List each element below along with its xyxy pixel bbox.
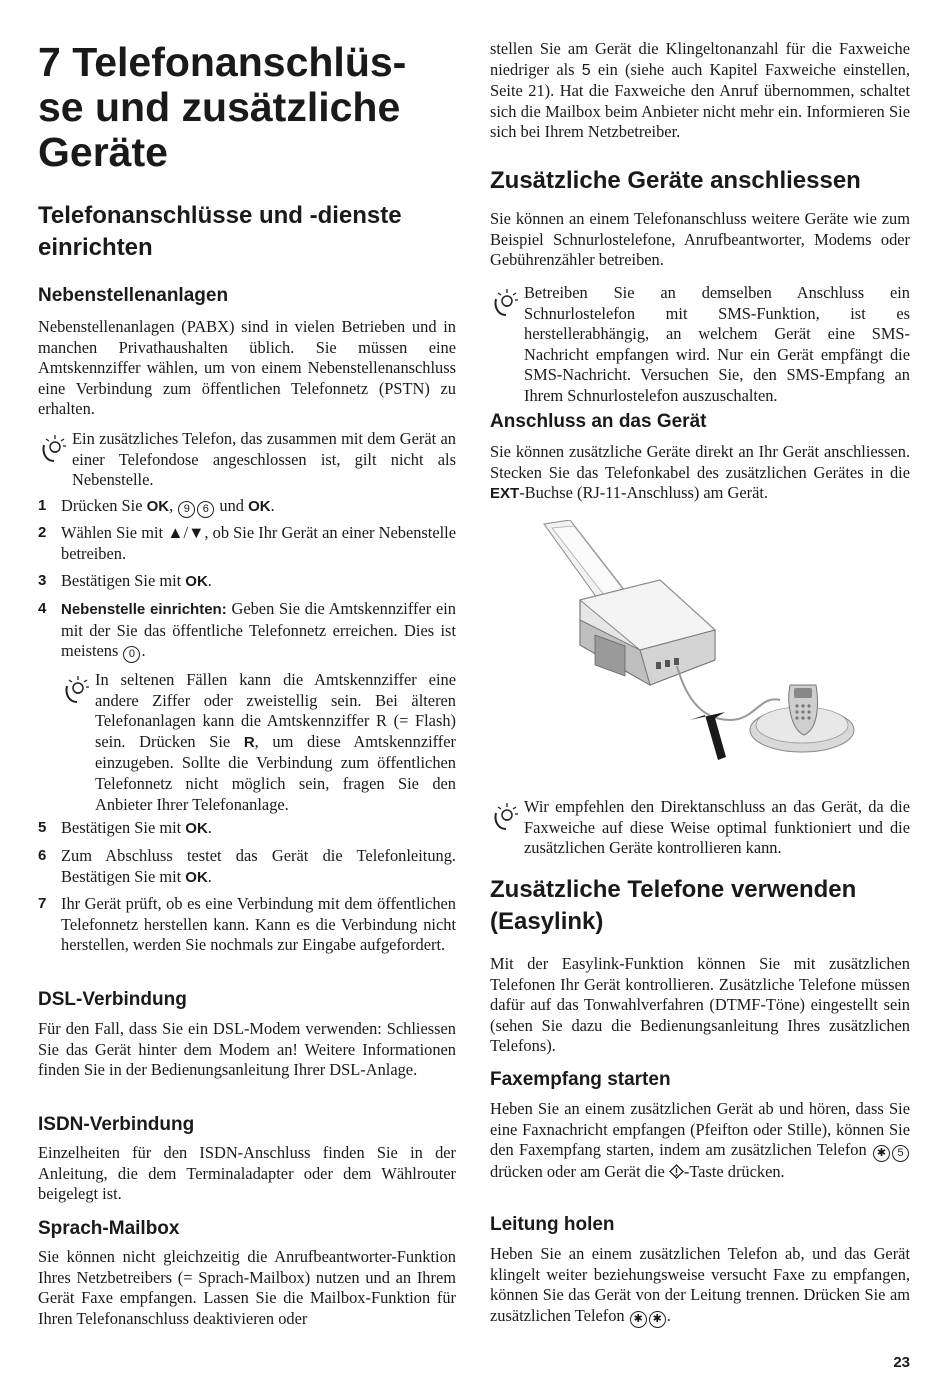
step-number: 1	[38, 497, 47, 514]
tip-lightbulb-icon	[490, 799, 524, 833]
paragraph-zusaetzliche-geraete: Sie können an einem Telefonanschluss weitere Geräte wie zum Beispiel Schnurlostelefone, Anrufbeantworter, Modems oder Gebührenzähler betreiben.	[490, 209, 910, 270]
step-4	[38, 599, 456, 663]
section-heading-zusaetzliche-geraete: Zusätzliche Geräte anschliessen	[490, 167, 861, 194]
step-5	[38, 818, 456, 840]
paragraph-easylink: Mit der Easylink-Funktion können Sie mit zusätzlichen Telefonen Ihr Gerät kontrollieren. Zusätzliche Telefone müssen dafür auf das Tonwahlverfahren (DTMF-Töne) eingestellt sein (sehen Sie dazu die Bedienungsanleitung Ihres zusätzlichen Telefons).	[490, 954, 910, 1056]
paragraph-sprach-mailbox: Sie können nicht gleichzeitig die Anrufbeantworter-Funktion Ihres Netzbetreibers (= Sprach-Mailbox) nutzen und an Ihrem Gerät Faxe empfangen. Lassen Sie die Mailbox-Funktion für Ihren Telefonanschluss deaktivieren oder	[38, 1247, 456, 1328]
key-5-icon: 5	[892, 1145, 909, 1162]
ok-key-label: OK	[146, 498, 170, 515]
key-9-icon: 9	[178, 501, 195, 518]
chapter-title-line-1: 7 Telefonanschlüs-	[38, 39, 407, 85]
r-key-label: R	[243, 733, 255, 751]
step-number: 4	[38, 600, 47, 617]
paragraph-isdn: Einzelheiten für den ISDN-Anschluss finden Sie in der Anleitung, die dem Terminaladapter oder dem Wählrouter beigelegt ist.	[38, 1143, 456, 1204]
step-7	[38, 894, 456, 956]
step-text: Ihr Gerät prüft, ob es eine Verbindung mit dem öffentlichen Telefonnetz herstellen kann. Kann es die Verbindung nicht herstellen, werden Sie nochmals zur Eingabe aufgefordert.	[61, 894, 456, 955]
step-heading: Nebenstelle einrichten:	[61, 601, 227, 618]
ok-key-label: OK	[185, 573, 208, 590]
step-number: 5	[38, 819, 47, 836]
subheading-nebenstellenanlagen: Nebenstellenanlagen	[38, 285, 229, 306]
note-text: Betreiben Sie an demselben Anschluss ein Schnurlostelefon mit SMS-Funktion, ist es herstellerabhängig, an welchem Gerät eine SMS-Nachricht empfangen wird. Nur ein Gerät empfängt die SMS-Nachricht. Versuchen Sie, den SMS-Empfang an Ihrem Schnurlostelefon auszuschalten.	[524, 283, 910, 405]
subheading-anschluss: Anschluss an das Gerät	[490, 411, 707, 432]
section-heading-easylink: Zusätzliche Telefone verwenden (Easylink)	[490, 876, 857, 935]
paragraph-mailbox-continued: stellen Sie am Gerät die Klingeltonanzahl für die Faxweiche niedriger als 5 ein (siehe auch Kapitel Faxweiche einstellen, Seite 21). Hat die Faxweiche den Anruf übernommen, schaltet sich die Mailbox beim Anbieter nicht mehr ein. Informieren Sie sich bei Ihrem Netzbetreiber.	[490, 39, 910, 142]
note-direktanschluss	[490, 797, 910, 859]
ok-key-label: OK	[185, 820, 208, 837]
step-6	[38, 846, 456, 888]
step-text: Nebenstelle einrichten: Geben Sie die Amtskennziffer ein mit der Sie das öffentliche Telefonnetz erreichen. Dies ist meistens 0 .	[61, 599, 456, 663]
page-number: 23	[893, 1354, 910, 1371]
ring-count-digit: 5	[581, 61, 591, 79]
subheading-dsl: DSL-Verbindung	[38, 989, 187, 1010]
tip-lightbulb-icon	[61, 672, 95, 706]
note-amtskennziffer	[61, 670, 456, 815]
step-2	[38, 523, 456, 564]
note-sms-funktion	[490, 283, 910, 407]
ext-key-label: EXT	[490, 485, 520, 503]
note-zusaetzliches-telefon	[38, 429, 456, 491]
paragraph-nebenstellenanlagen: Nebenstellenanlagen (PABX) sind in vielen Betrieben und in manchen Privathaushalten üblich. Sie müssen eine Amtskennziffer wählen, um von einem Nebenstellenanschluss eine Verbindung zum öffentlichen Telefonnetz (PSTN) zu erhalten.	[38, 317, 456, 419]
step-1	[38, 496, 456, 518]
key-0-icon: 0	[123, 646, 140, 663]
step-text: Wählen Sie mit ▲/▼, ob Sie Ihr Gerät an einer Nebenstelle betreiben.	[61, 523, 456, 563]
paragraph-dsl: Für den Fall, dass Sie ein DSL-Modem verwenden: Schliessen Sie das Gerät hinter dem Modem an! Weitere Informationen finden Sie in der Bedienungsanleitung Ihrer DSL-Anlage.	[38, 1019, 456, 1080]
ok-key-label: OK	[185, 868, 208, 886]
note-text: Wir empfehlen den Direktanschluss an das Gerät, da die Faxweiche auf diese Weise optimal funktioniert und die zusätzlichen Geräte kontrollieren kann.	[524, 797, 910, 858]
note-text: In seltenen Fällen kann die Amtskennziffer eine andere Ziffer oder zweistellig sein. Bei älteren Telefonanlagen kann die Amtskennziffer R (= Flash) sein. Drücken Sie R, um diese Amtskennziffer einzugeben. Sollte die Verbindung zum öffentlichen Telefonnetz nicht möglich sein, fragen Sie den Anbieter Ihrer Telefonanlage.	[95, 670, 456, 814]
paragraph-faxempfang: Heben Sie an einem zusätzlichen Gerät ab und hören, dass Sie eine Faxnachricht empfangen (Pfeifton oder Stille), können Sie den Faxempfang starten, indem am zusätzlichen Telefon ✱ 5 drücken oder am Gerät die -Taste drücken.	[490, 1099, 910, 1182]
star-key-icon: ✱	[649, 1311, 666, 1328]
star-key-icon: ✱	[630, 1311, 647, 1328]
chapter-title	[38, 40, 456, 175]
subheading-sprach-mailbox: Sprach-Mailbox	[38, 1218, 180, 1239]
ok-key-label: OK	[248, 498, 271, 515]
step-number: 3	[38, 572, 47, 589]
chapter-title-line-3: Geräte	[38, 129, 168, 175]
step-text: Bestätigen Sie mit OK.	[61, 818, 212, 837]
subheading-faxempfang: Faxempfang starten	[490, 1069, 671, 1090]
step-3	[38, 571, 456, 593]
step-number: 6	[38, 847, 47, 864]
step-text: Bestätigen Sie mit OK.	[61, 571, 212, 590]
note-text: Ein zusätzliches Telefon, das zusammen mit dem Gerät an einer Telefondose angeschlossen ist, gilt nicht als Nebenstelle.	[72, 429, 456, 490]
paragraph-leitung-holen: Heben Sie an einem zusätzlichen Telefon ab, und das Gerät klingelt weiter beziehungsweise versucht Faxe zu empfangen, können Sie das Gerät von der Leitung trennen. Drücken Sie am zusätzlichen Telefon ✱ ✱ .	[490, 1244, 910, 1328]
key-6-icon: 6	[197, 501, 214, 518]
start-key-icon	[669, 1164, 684, 1179]
tip-lightbulb-icon	[490, 285, 524, 319]
chapter-title-line-2: se und zusätzliche	[38, 84, 401, 130]
step-text: Drücken Sie OK, 9 6 und OK.	[61, 496, 456, 518]
subheading-isdn: ISDN-Verbindung	[38, 1114, 195, 1135]
subheading-leitung-holen: Leitung holen	[490, 1214, 615, 1235]
tip-lightbulb-icon	[38, 431, 72, 465]
paragraph-anschluss: Sie können zusätzliche Geräte direkt an Ihr Gerät anschliessen. Stecken Sie das Telefonkabel des zusätzlichen Gerätes in die EXT-Buchse (RJ-11-Anschluss) am Gerät.	[490, 442, 910, 503]
step-number: 2	[38, 524, 47, 541]
section-heading-telefonanschluesse: Telefonanschlüsse und -dienste einrichten	[38, 202, 402, 261]
step-number: 7	[38, 895, 47, 912]
fax-and-cordless-phone-illustration	[540, 520, 860, 760]
step-text: Zum Abschluss testet das Gerät die Telefonleitung. Bestätigen Sie mit OK.	[61, 846, 456, 886]
star-key-icon: ✱	[873, 1145, 890, 1162]
